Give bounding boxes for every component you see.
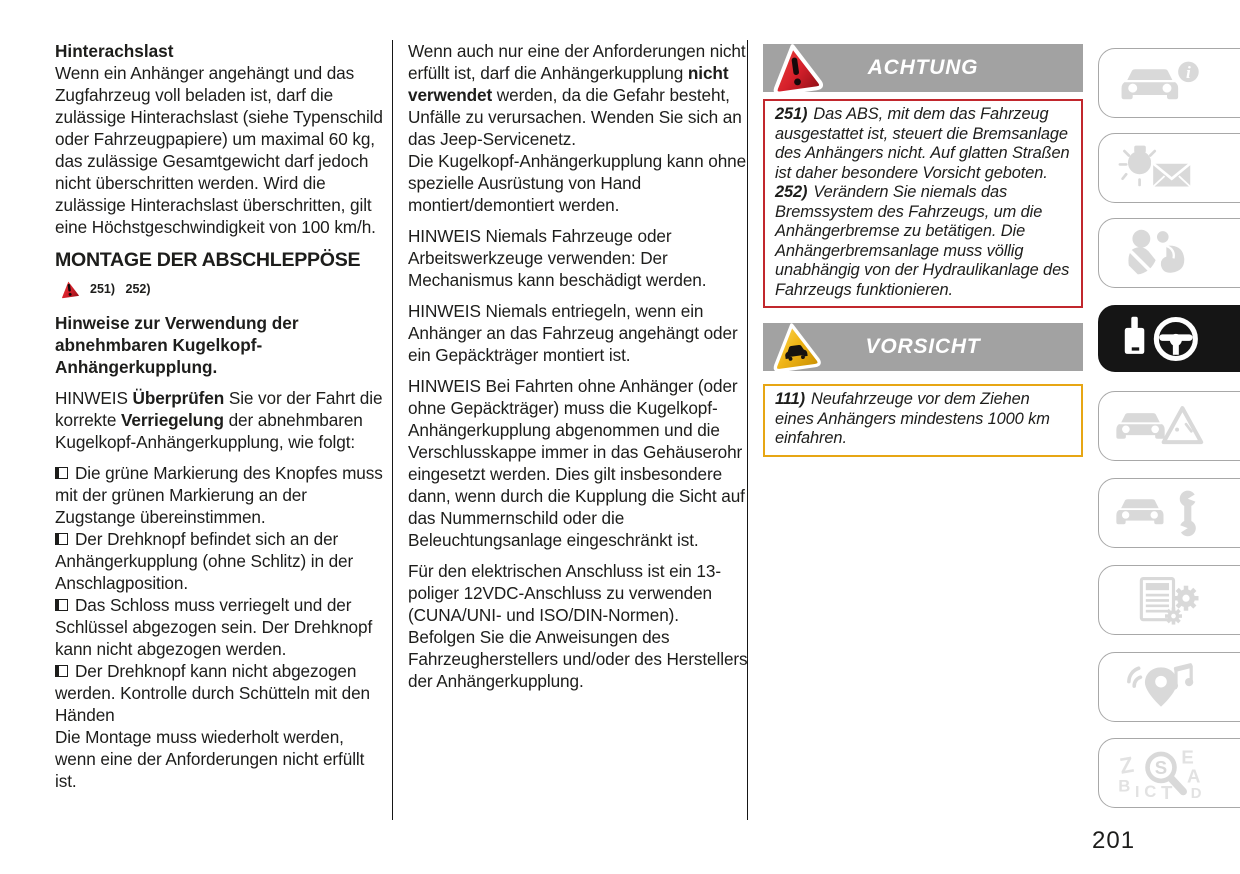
left-column — [55, 40, 387, 792]
square-bullet-icon — [55, 665, 68, 677]
svg-text:D: D — [1190, 786, 1202, 799]
warning-item — [775, 183, 1071, 300]
heading-towing-eye-mounting: MONTAGE DER ABSCHLEPPÖSE — [55, 249, 361, 271]
starting-driving-icon — [1111, 313, 1211, 365]
page-number: 201 — [1092, 827, 1136, 854]
checklist-item-text: Die grüne Markierung des Knopfes muss mit der grünen Markierung an der Zugstange übereinstimmen. — [55, 463, 383, 527]
multimedia-icon — [1111, 662, 1211, 712]
index-icon — [1111, 747, 1211, 799]
paragraph-hand-mounting: Die Kugelkopf-Anhängerkupplung kann ohne spezielle Ausrüstung von Hand montiert/demontiert werden. — [408, 151, 747, 215]
svg-text:A: A — [1187, 765, 1201, 787]
bold-run: Überprüfen — [132, 388, 225, 408]
technical-data-icon — [1111, 575, 1211, 625]
warning-item-text: Verändern Sie niemals das Bremssystem des Fahrzeugs, um die Anhängerbremse zu betätigen. Die Anhängerbremsanlage muss völlig unabhängig von der Hydraulikanlage des Fahrzeugs funktionieren. — [775, 183, 1070, 299]
text-run: Sie vor der Fahrt die korrekte — [55, 388, 383, 430]
checklist-item-text: Der Drehknopf kann nicht abgezogen werden. Kontrolle durch Schütteln mit den Händen — [55, 661, 371, 725]
paragraph-repeat-mounting: Die Montage muss wiederholt werden, wenn eine der Anforderungen nicht erfüllt ist. — [55, 727, 365, 791]
checklist — [55, 462, 387, 726]
vorsicht-warning-triangle-icon — [766, 320, 824, 374]
warnings-column — [763, 44, 1083, 457]
text-run: werden, da die Gefahr besteht, Unfälle zu verursachen. Wenden Sie sich an das Jeep-Servicenetz. — [408, 85, 742, 149]
checklist-item-text: Der Drehknopf befindet sich an der Anhängerkupplung (ohne Schlitz) in der Anschlagposition. — [55, 529, 354, 593]
warning-item-text: Neufahrzeuge vor dem Ziehen eines Anhängers mindestens 1000 km einfahren. — [775, 390, 1050, 447]
warning-item-number: 251) — [775, 105, 808, 123]
bold-run: Verriegelung — [120, 410, 224, 430]
warning-item — [775, 390, 1071, 449]
paragraph-rear-axle-load: Wenn ein Anhänger angehängt und das Zugfahrzeug voll beladen ist, darf die zulässige Hinterachslast (siehe Typenschild oder Fahrzeugpapiere) um maximal 60 kg, das zulässige Gesamtgewicht darf jedoch nicht überschritten werden. Wird die zulässige Hinterachslast überschritten, gilt eine Höchstgeschwindigkeit von 100 km/h. — [55, 63, 383, 237]
warning-lights-messages-icon — [1111, 143, 1211, 193]
warning-reference-line — [57, 276, 387, 302]
svg-text:Z: Z — [1117, 751, 1136, 779]
column-divider — [392, 40, 393, 820]
svg-text:S: S — [1154, 756, 1168, 778]
warning-item-number: 252) — [775, 183, 808, 201]
checklist-item — [55, 528, 387, 594]
warning-triangle-small-icon — [57, 277, 82, 301]
svg-text:I: I — [1135, 784, 1140, 799]
text-run: der abnehmbaren Kugelkopf-Anhängerkupplung, wie folgt: — [55, 410, 363, 452]
svg-text:E: E — [1181, 747, 1194, 768]
sidebar-item-starting-driving[interactable] — [1098, 305, 1240, 372]
paragraph-electric-connection: Für den elektrischen Anschluss ist ein 13-poliger 12VDC-Anschluss zu verwenden (CUNA/UNI- und ISO/DIN-Normen). Befolgen Sie die Anweisungen des Fahrzeugherstellers und/oder des Herstellers der Anhängerkupplung. — [408, 561, 748, 691]
sidebar-item-safety[interactable] — [1098, 218, 1240, 288]
achtung-label: ACHTUNG — [867, 56, 979, 79]
safety-airbag-icon — [1111, 228, 1211, 278]
sidebar-item-warning-lights-messages[interactable] — [1098, 133, 1240, 203]
warning-item-number: 111) — [775, 390, 805, 408]
middle-column — [408, 40, 748, 692]
achtung-warning-triangle-icon — [766, 41, 826, 97]
svg-text:C: C — [1144, 782, 1157, 799]
paragraph-check-intro — [55, 387, 387, 453]
bold-run: nicht verwendet — [408, 63, 729, 105]
vorsicht-label: VORSICHT — [865, 335, 981, 358]
svg-text:i: i — [1186, 62, 1191, 82]
checklist-item — [55, 660, 387, 726]
sidebar-item-index[interactable] — [1098, 738, 1240, 808]
sidebar-item-multimedia[interactable] — [1098, 652, 1240, 722]
paragraph-hinweis-remove: HINWEIS Bei Fahrten ohne Anhänger (oder ohne Gepäckträger) muss die Kugelkopf-Anhängerkupplung abgenommen und die Verschlusskappe immer in das Gehäuserohr eingesetzt werden. Dies gilt insbesondere dann, wenn durch die Kupplung die Sicht auf das Nummernschild oder die Beleuchtungsanlage eingeschränkt ist. — [408, 376, 745, 550]
maintenance-icon — [1111, 488, 1211, 538]
svg-text:T: T — [1161, 782, 1173, 799]
vorsicht-warning-box — [763, 384, 1083, 457]
sidebar-item-vehicle-info[interactable] — [1098, 48, 1240, 118]
vorsicht-header-bar — [763, 323, 1083, 371]
sidebar-item-emergency[interactable] — [1098, 391, 1240, 461]
text-run: HINWEIS — [55, 388, 133, 408]
square-bullet-icon — [55, 599, 68, 611]
checklist-item — [55, 462, 387, 528]
square-bullet-icon — [55, 467, 68, 479]
emergency-icon — [1111, 401, 1211, 451]
subheading-usage-notes: Hinweise zur Verwendung der abnehmbaren Kugelkopf-Anhängerkupplung. — [55, 313, 299, 377]
warning-reference-numbers: 251) 252) — [90, 282, 151, 296]
paragraph-requirements — [408, 40, 748, 150]
achtung-warning-box — [763, 99, 1083, 308]
svg-text:B: B — [1118, 776, 1131, 796]
square-bullet-icon — [55, 533, 68, 545]
warning-item — [775, 105, 1071, 183]
checklist-item — [55, 594, 387, 660]
heading-rear-axle-load: Hinterachslast — [55, 41, 174, 61]
paragraph-hinweis-unlock: HINWEIS Niemals entriegeln, wenn ein Anhänger an das Fahrzeug angehängt oder ein Gepäckträger montiert ist. — [408, 301, 738, 365]
sidebar-item-technical-data[interactable] — [1098, 565, 1240, 635]
vehicle-info-icon — [1111, 59, 1211, 107]
checklist-item-text: Das Schloss muss verriegelt und der Schlüssel abgezogen sein. Der Drehknopf kann nicht abgezogen werden. — [55, 595, 373, 659]
paragraph-hinweis-tools: HINWEIS Niemals Fahrzeuge oder Arbeitswerkzeuge verwenden: Der Mechanismus kann beschädigt werden. — [408, 226, 707, 290]
warning-item-text: Das ABS, mit dem das Fahrzeug ausgestattet ist, steuert die Bremsanlage des Anhängers nicht. Auf glatten Straßen ist daher besondere Vorsicht geboten. — [775, 105, 1070, 182]
achtung-header-bar — [763, 44, 1083, 92]
text-run: Wenn auch nur eine der Anforderungen nicht erfüllt ist, darf die Anhängerkupplung — [408, 41, 746, 83]
sidebar-item-maintenance[interactable] — [1098, 478, 1240, 548]
